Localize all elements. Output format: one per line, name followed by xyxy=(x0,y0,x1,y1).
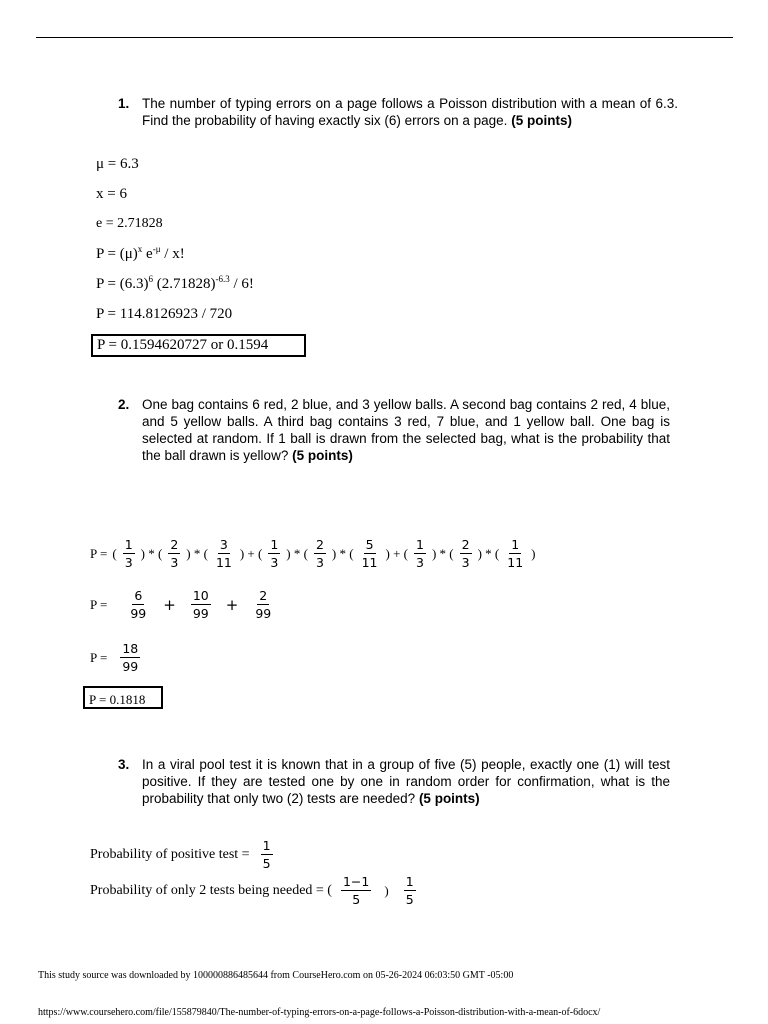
q1-sub-mid: (2.71828) xyxy=(153,276,216,292)
q1-answer-box: P = 0.1594620727 or 0.1594 xyxy=(91,334,306,357)
q1-formula-base: P = (μ) xyxy=(96,246,138,262)
q1-formula-exp2: -μ xyxy=(152,244,161,254)
q2-frac-9: $\frac{1}{11}$ xyxy=(507,537,524,570)
q2-frac-5: $\frac{2}{3}$ xyxy=(315,537,324,570)
q2-frac-1: $\frac{1}{3}$ xyxy=(124,537,133,570)
q3-question: In a viral pool test it is known that in a group of five (5) people, exactly one (1) will test positive. If they are tested one by one in random order for confirmation, what is the probability that only two (2) tests are needed? xyxy=(142,757,670,806)
q1-step: P = 114.8126923 / 720 xyxy=(96,306,233,322)
q2-work-line1: P = ( $\frac{1}{3}$ ) * ( $\frac{2}{3}$ ) * ( $\frac{3}{11}$ ) + ( $\frac{1}{3}$ ) * ( $\frac{2}{3}$ ) * ( $\frac{5}{11}$ ) + ( $\frac{1}{3}$ ) * ( $\frac{2}{3}$ ) * ( $\frac{1}{11}$ ) xyxy=(90,537,536,570)
q2-frac-6: $\frac{5}{11}$ xyxy=(361,537,378,570)
q2-frac-8: $\frac{2}{3}$ xyxy=(461,537,470,570)
q3-line2-label: Probability of only 2 tests being needed = ( xyxy=(90,882,332,898)
q3-text xyxy=(142,756,670,807)
q2-frac-7: $\frac{1}{3}$ xyxy=(416,537,424,570)
q1-question: The number of typing errors on a page follows a Poisson distribution with a mean of 6.3. Find the probability of having exactly six (6) errors on a page. xyxy=(142,96,678,128)
q2-text xyxy=(142,396,670,464)
q3-work-line2 xyxy=(90,874,419,907)
q1-substitution xyxy=(96,276,254,293)
q2-p-label-2: P = xyxy=(90,596,108,612)
q2-work-line2: P = $\frac{6}{99}$ + $\frac{10}{99}$ + $\frac{2}{99}$ xyxy=(90,588,272,621)
q1-formula-exp1: x xyxy=(137,244,143,254)
q3-number: 3. xyxy=(118,757,130,772)
q2-frac-4: $\frac{1}{3}$ xyxy=(270,537,279,570)
q2-frac-2: $\frac{2}{3}$ xyxy=(170,537,179,570)
q2-question: One bag contains 6 red, 2 blue, and 3 yellow balls. A second bag contains 2 red, 4 blue, and 5 yellow balls. A third bag contains 3 red, 7 blue, and 1 yellow ball. One bag is selected at random. If 1 ball is drawn from the selected bag, what is the probability that the ball drawn is yellow? xyxy=(142,397,670,463)
q1-formula xyxy=(96,246,185,263)
q1-number: 1. xyxy=(118,96,130,111)
q1-sub-base: P = (6.3) xyxy=(96,276,149,292)
q3-line2-close: ) xyxy=(384,882,389,898)
top-rule xyxy=(36,37,733,38)
q2-number: 2. xyxy=(118,397,130,412)
q2-total-frac: $\frac{18}{99}$ xyxy=(122,641,139,674)
q3-line2-frac-a: $\frac{1-1}{5}$ xyxy=(342,874,370,907)
q1-e-line: e = 2.71828 xyxy=(96,216,163,231)
q1-formula-end: / x! xyxy=(160,246,185,262)
q2-p-label-1: P = xyxy=(90,545,108,561)
q1-sub-exp2: -6.3 xyxy=(215,274,230,284)
q2-frac-3: $\frac{3}{11}$ xyxy=(215,537,232,570)
q3-work-line1 xyxy=(90,838,276,871)
q1-sub-exp1: 6 xyxy=(148,274,153,284)
q3-points: (5 points) xyxy=(418,791,480,806)
q1-x-line: x = 6 xyxy=(96,186,127,202)
q2-sum-frac-1: $\frac{6}{99}$ xyxy=(130,588,147,621)
q3-line1-label: Probability of positive test = xyxy=(90,846,250,862)
q1-mu-line: μ = 6.3 xyxy=(96,156,139,172)
footer-url-link[interactable]: https://www.coursehero.com/file/155879840/The-number-of-typing-errors-on-a-page-follows-a-Poisson-distribution-with-a-mean-of-6docx/ xyxy=(38,1007,601,1018)
q2-p-label-3: P = xyxy=(90,649,108,665)
q2-work-line3 xyxy=(90,641,143,674)
q2-points: (5 points) xyxy=(292,448,353,463)
q2-answer-box: P = 0.1818 xyxy=(83,686,163,709)
q3-line2-frac-b: $\frac{1}{5}$ xyxy=(405,874,414,907)
q1-sub-end: / 6! xyxy=(229,276,254,292)
q1-formula-mid: e xyxy=(142,246,153,262)
q2-sum-frac-3: $\frac{2}{99}$ xyxy=(255,588,272,621)
q1-points: (5 points) xyxy=(511,113,572,128)
q1-text xyxy=(142,95,678,129)
q2-sum-frac-2: $\frac{10}{99}$ xyxy=(192,588,209,621)
q3-line1-frac: $\frac{1}{5}$ xyxy=(262,838,271,871)
footer-source-line: This study source was downloaded by 100000886485644 from CourseHero.com on 05-26-2024 06:03:50 GMT -05:00 xyxy=(38,970,514,981)
